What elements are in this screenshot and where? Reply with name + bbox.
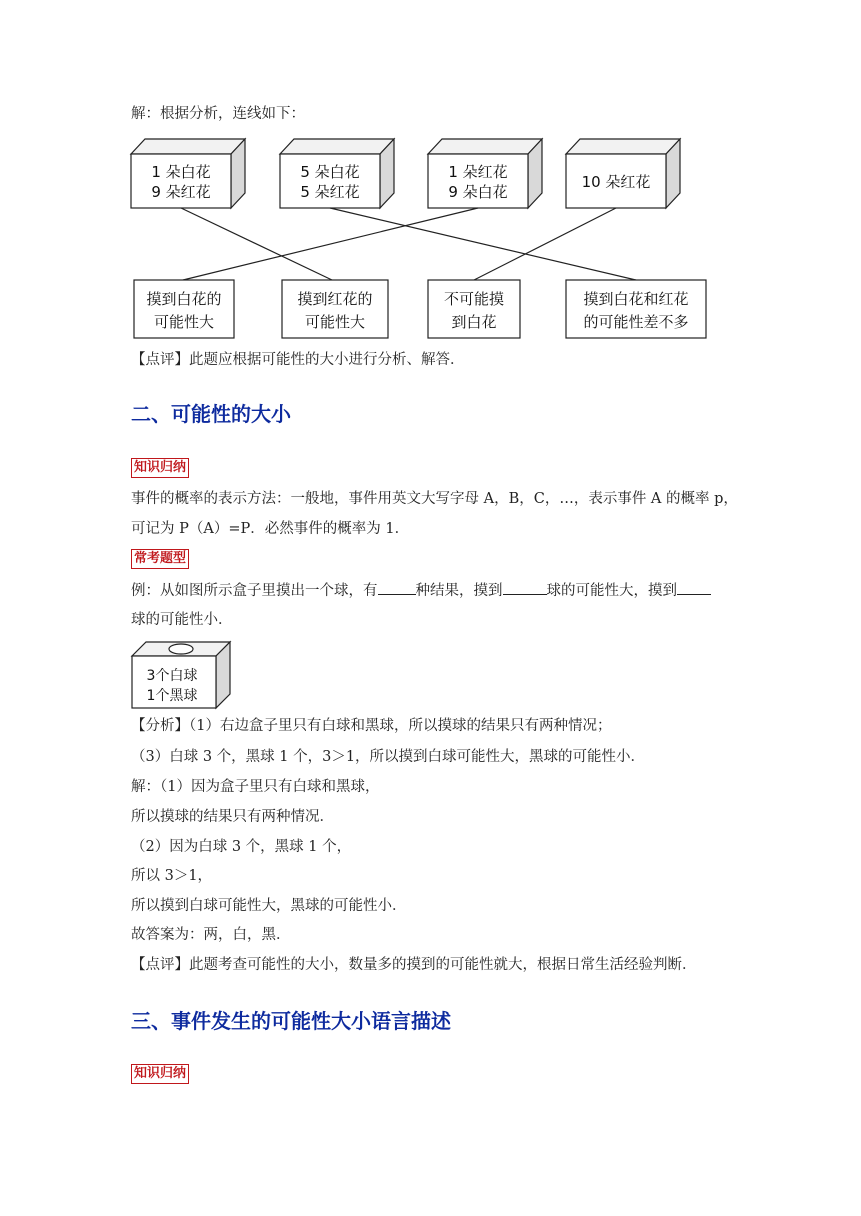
tag-knowledge-1: 知识归纳 bbox=[131, 458, 189, 478]
knowledge-line-1: 事件的概率的表示方法：一般地，事件用英文大写字母 A，B，C，…，表示事件 A 的概率 p， bbox=[131, 491, 738, 507]
solution-line-1: 解：（1）因为盒子里只有白球和黑球， bbox=[131, 779, 380, 795]
solution-line-4: 所以 3＞1， bbox=[131, 868, 213, 884]
solution-line-6: 故答案为：两，白，黑． bbox=[131, 927, 291, 943]
analysis-line-2: （3）白球 3 个，黑球 1 个，3＞1，所以摸到白球可能性大，黑球的可能性小． bbox=[131, 749, 646, 765]
example-line-1 bbox=[131, 580, 711, 601]
box-hole bbox=[169, 644, 193, 654]
solution-line-5: 所以摸到白球可能性大，黑球的可能性小． bbox=[131, 898, 407, 914]
answer-4-line2: 的可能性差不多 bbox=[583, 313, 689, 331]
example-part-a: 例：从如图所示盒子里摸出一个球，有 bbox=[131, 583, 378, 599]
answer-3-line1: 不可能摸 bbox=[443, 290, 505, 308]
box-4-line1: 10 朵红花 bbox=[581, 173, 651, 191]
answer-1-line1: 摸到白花的 bbox=[146, 290, 222, 308]
section-3-title: 三、事件发生的可能性大小语言描述 bbox=[131, 1009, 451, 1033]
knowledge-line-2: 可记为 P（A）=P．必然事件的概率为 1． bbox=[131, 521, 410, 537]
comment-1: 【点评】此题应根据可能性的大小进行分析、解答． bbox=[131, 352, 465, 368]
blank-3[interactable] bbox=[677, 580, 711, 595]
tag-knowledge-2: 知识归纳 bbox=[131, 1064, 189, 1084]
solution-intro: 解：根据分析，连线如下： bbox=[131, 106, 305, 122]
answer-2-line2: 可能性大 bbox=[304, 313, 366, 331]
ball-box-diagram bbox=[128, 640, 238, 712]
ball-box-line1: 3个白球 bbox=[146, 668, 198, 684]
matching-diagram bbox=[0, 132, 861, 377]
example-part-b: 种结果，摸到 bbox=[415, 583, 503, 599]
box-3-line1: 1 朵红花 bbox=[448, 163, 508, 181]
box-1-line1: 1 朵白花 bbox=[151, 163, 211, 181]
blank-1[interactable] bbox=[378, 580, 416, 595]
box-2-line2: 5 朵红花 bbox=[300, 183, 360, 201]
example-line-2: 球的可能性小． bbox=[131, 612, 233, 628]
answer-1-line2: 可能性大 bbox=[153, 313, 215, 331]
analysis-line-1: 【分析】（1）右边盒子里只有白球和黑球，所以摸球的结果只有两种情况； bbox=[131, 718, 612, 734]
box-1-line2: 9 朵红花 bbox=[151, 183, 211, 201]
answer-4-line1: 摸到白花和红花 bbox=[583, 290, 689, 308]
ball-box-line2: 1个黑球 bbox=[146, 688, 198, 704]
solution-line-3: （2）因为白球 3 个，黑球 1 个， bbox=[131, 839, 352, 855]
answer-2-line1: 摸到红花的 bbox=[297, 290, 373, 308]
box-2-line1: 5 朵白花 bbox=[300, 163, 360, 181]
tag-common-questions: 常考题型 bbox=[131, 549, 189, 569]
box-3-line2: 9 朵白花 bbox=[448, 183, 508, 201]
connecting-lines bbox=[181, 208, 636, 280]
example-part-c: 球的可能性大，摸到 bbox=[546, 583, 677, 599]
section-2-title: 二、可能性的大小 bbox=[131, 402, 291, 426]
answer-3-line2: 到白花 bbox=[451, 313, 497, 331]
blank-2[interactable] bbox=[503, 580, 547, 595]
solution-line-2: 所以摸球的结果只有两种情况． bbox=[131, 809, 334, 825]
comment-2: 【点评】此题考查可能性的大小，数量多的摸到的可能性就大，根据日常生活经验判断． bbox=[131, 957, 697, 973]
